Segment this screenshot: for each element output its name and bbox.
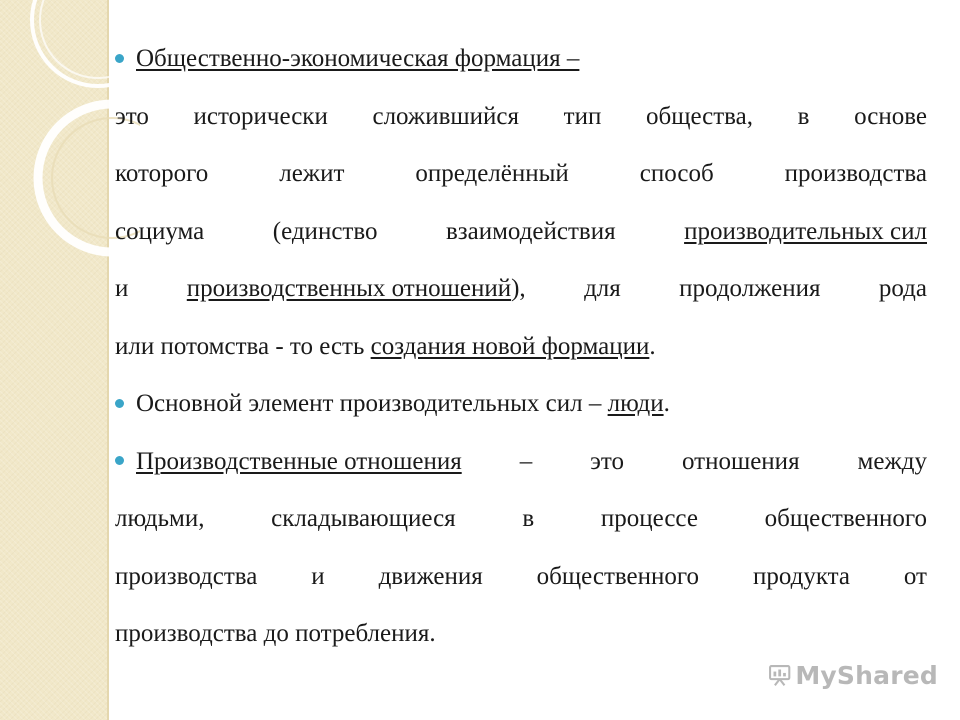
word: сложившийся — [372, 102, 519, 130]
definition-line-5 — [115, 318, 927, 376]
word: – — [519, 447, 533, 475]
period: . — [649, 332, 656, 360]
bullet-icon — [115, 456, 124, 465]
slide-content — [115, 30, 927, 663]
word: общественного — [764, 505, 927, 532]
word: в — [797, 102, 810, 130]
bullet-item-people — [115, 375, 927, 433]
word: производственных отношений), — [186, 275, 526, 302]
word: это — [115, 102, 149, 130]
word: тип — [563, 102, 602, 130]
bullet-icon — [115, 54, 124, 63]
heading-term: Общественно-экономическая формация – — [136, 45, 580, 72]
word: и — [311, 562, 325, 590]
bullet3-line-4 — [115, 605, 927, 663]
bullet-item-relations — [115, 433, 927, 491]
bullet3-last-text: производства до потребления. — [115, 620, 436, 647]
word: между — [857, 447, 927, 475]
definition-line-1 — [115, 88, 927, 146]
watermark — [768, 655, 938, 695]
word: общественного — [536, 562, 700, 590]
people-link: люди — [607, 390, 664, 417]
bullet3-line-2 — [115, 490, 927, 548]
word: производства — [115, 562, 258, 590]
word: рода — [878, 275, 927, 302]
period: . — [663, 390, 670, 417]
definition-line-3 — [115, 203, 927, 261]
word: и — [115, 275, 129, 302]
word: продолжения — [679, 275, 821, 302]
word: исторически — [193, 102, 328, 130]
word: складывающиеся — [271, 505, 456, 532]
word: производства — [784, 160, 927, 187]
word: общества, — [645, 102, 753, 130]
word: людьми, — [115, 505, 205, 532]
definition-line-4 — [115, 260, 927, 318]
presentation-board-icon — [768, 658, 791, 692]
definition-text: или потомства - то есть — [115, 332, 371, 360]
word: (единство — [272, 217, 378, 245]
relations-term: Производственные отношения — [136, 447, 462, 475]
bullet-icon — [115, 399, 124, 408]
word — [684, 203, 927, 261]
word: способ — [639, 160, 714, 187]
definition-line-2 — [115, 145, 927, 203]
word: движения — [378, 562, 483, 590]
underlined-term: производительных сил — [684, 217, 927, 245]
new-formation-link: создания новой формации — [370, 332, 650, 360]
bullet3-line-3 — [115, 548, 927, 606]
bullet-item-heading — [115, 30, 927, 88]
word: взаимодействия — [445, 217, 616, 245]
word: определённый — [415, 160, 569, 187]
word: основе — [854, 102, 927, 130]
bullet3-lead — [115, 433, 462, 491]
word: отношения — [681, 447, 800, 475]
underlined-term: производственных отношений — [186, 275, 512, 302]
word: лежит — [279, 160, 345, 187]
bullet2-text: Основной элемент производительных сил – — [136, 390, 608, 417]
word: от — [903, 562, 927, 590]
word: социума — [115, 217, 205, 245]
watermark-text: MyShared — [795, 660, 938, 690]
word: это — [590, 447, 624, 475]
word: процессе — [600, 505, 698, 532]
word: продукта — [752, 562, 850, 590]
word: которого — [115, 160, 209, 187]
word: в — [522, 505, 535, 532]
word: для — [584, 275, 621, 302]
